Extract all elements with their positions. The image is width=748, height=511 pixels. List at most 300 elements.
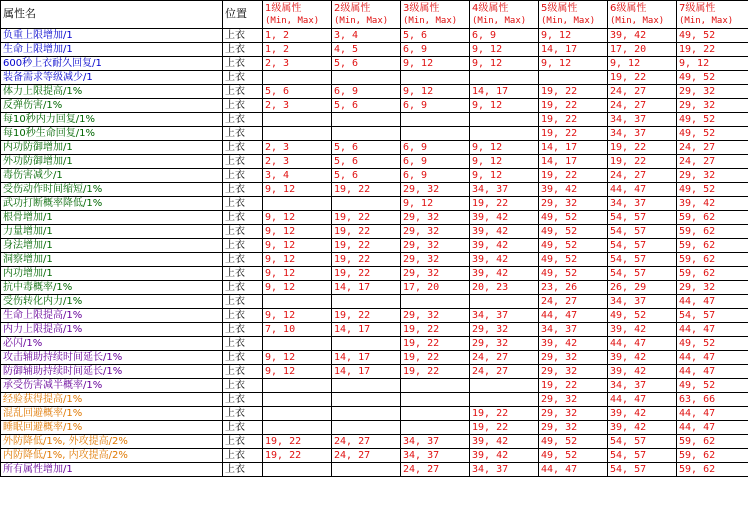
attribute-name: 外功防御增加/1 [1,155,223,169]
table-row [1,323,748,337]
level-6-value: 54, 57 [608,267,677,281]
level-5-value: 29, 32 [539,365,608,379]
attribute-position: 上衣 [223,463,263,477]
attribute-position: 上衣 [223,71,263,85]
level-4-value [470,71,539,85]
level-5-value: 49, 52 [539,267,608,281]
level-3-value: 6, 9 [401,43,470,57]
level-5-value: 19, 22 [539,85,608,99]
level-1-value: 5, 6 [263,85,332,99]
level-3-value [401,379,470,393]
table-row [1,169,748,183]
level-4-value: 39, 42 [470,211,539,225]
level-1-value: 9, 12 [263,239,332,253]
header-level-4: 4级属性 (Min, Max) [470,1,539,29]
level-5-value: 9, 12 [539,57,608,71]
level-5-value: 29, 32 [539,351,608,365]
level-4-value: 39, 42 [470,225,539,239]
level-4-value: 9, 12 [470,169,539,183]
table-row [1,281,748,295]
attribute-position: 上衣 [223,239,263,253]
level-7-value: 29, 32 [677,281,748,295]
level-7-value: 44, 47 [677,365,748,379]
table-row [1,43,748,57]
level-2-value: 5, 6 [332,155,401,169]
level-4-value: 19, 22 [470,421,539,435]
attribute-position: 上衣 [223,379,263,393]
attribute-position: 上衣 [223,393,263,407]
attribute-name: 装备需求等级减少/1 [1,71,223,85]
level-6-value: 54, 57 [608,435,677,449]
level-2-value: 3, 4 [332,29,401,43]
level-5-value: 9, 12 [539,29,608,43]
level-3-value: 34, 37 [401,435,470,449]
level-5-value [539,71,608,85]
level-2-value [332,295,401,309]
level-6-value: 54, 57 [608,211,677,225]
level-4-value: 9, 12 [470,43,539,57]
table-row [1,365,748,379]
level-1-value: 9, 12 [263,267,332,281]
level-4-value: 39, 42 [470,449,539,463]
attribute-name: 毒伤害减少/1 [1,169,223,183]
level-7-value: 59, 62 [677,239,748,253]
level-5-value: 34, 37 [539,323,608,337]
level-6-value: 54, 57 [608,463,677,477]
level-6-value: 39, 42 [608,365,677,379]
level-2-value: 14, 17 [332,351,401,365]
level-4-value: 9, 12 [470,57,539,71]
attribute-name: 攻击辅助持续时间延长/1% [1,351,223,365]
level-6-value: 49, 52 [608,309,677,323]
level-7-value: 54, 57 [677,309,748,323]
level-3-value [401,71,470,85]
attribute-position: 上衣 [223,365,263,379]
attribute-position: 上衣 [223,267,263,281]
attribute-name: 经验获得提高/1% [1,393,223,407]
level-1-value [263,463,332,477]
level-4-value: 9, 12 [470,141,539,155]
level-2-value [332,113,401,127]
level-7-value: 19, 22 [677,43,748,57]
table-row [1,197,748,211]
attribute-position: 上衣 [223,141,263,155]
level-2-value [332,197,401,211]
level-4-value [470,379,539,393]
attribute-position: 上衣 [223,407,263,421]
level-7-value: 49, 52 [677,113,748,127]
level-6-value: 34, 37 [608,113,677,127]
level-4-value: 34, 37 [470,463,539,477]
table-row [1,113,748,127]
level-3-value: 17, 20 [401,281,470,295]
level-2-value [332,463,401,477]
attribute-name: 受伤转化内力/1% [1,295,223,309]
level-4-value: 24, 27 [470,351,539,365]
level-2-value: 19, 22 [332,211,401,225]
level-6-value: 19, 22 [608,155,677,169]
header-position: 位置 [223,1,263,29]
level-5-value: 14, 17 [539,155,608,169]
level-1-value [263,337,332,351]
level-2-value [332,379,401,393]
table-row [1,99,748,113]
header-level-7: 7级属性 (Min, Max) [677,1,748,29]
level-2-value: 19, 22 [332,267,401,281]
level-4-value: 34, 37 [470,183,539,197]
attribute-name: 外防降低/1%, 外攻提高/2% [1,435,223,449]
header-level-5: 5级属性 (Min, Max) [539,1,608,29]
level-2-value [332,407,401,421]
level-5-value: 23, 26 [539,281,608,295]
table-row [1,435,748,449]
level-5-value: 44, 47 [539,463,608,477]
level-5-value: 49, 52 [539,239,608,253]
attribute-position: 上衣 [223,435,263,449]
attribute-position: 上衣 [223,169,263,183]
level-6-value: 44, 47 [608,337,677,351]
table-row [1,155,748,169]
level-7-value: 29, 32 [677,169,748,183]
level-2-value [332,421,401,435]
level-7-value: 49, 52 [677,29,748,43]
attribute-position: 上衣 [223,127,263,141]
level-3-value: 6, 9 [401,155,470,169]
level-5-value: 39, 42 [539,183,608,197]
level-1-value [263,127,332,141]
attribute-name: 承受伤害减半概率/1% [1,379,223,393]
attribute-name: 内功防御增加/1 [1,141,223,155]
level-3-value: 29, 32 [401,267,470,281]
level-5-value: 29, 32 [539,197,608,211]
table-row [1,85,748,99]
level-1-value [263,407,332,421]
level-1-value: 3, 4 [263,169,332,183]
attribute-name: 生命上限提高/1% [1,309,223,323]
level-2-value: 5, 6 [332,57,401,71]
level-4-value: 39, 42 [470,435,539,449]
level-2-value: 19, 22 [332,253,401,267]
attribute-name: 必闪/1% [1,337,223,351]
level-7-value: 49, 52 [677,127,748,141]
level-7-value: 29, 32 [677,85,748,99]
attribute-name: 受伤动作时间缩短/1% [1,183,223,197]
attribute-position: 上衣 [223,309,263,323]
header-level-6: 6级属性 (Min, Max) [608,1,677,29]
level-2-value: 19, 22 [332,309,401,323]
level-5-value: 49, 52 [539,225,608,239]
attribute-position: 上衣 [223,155,263,169]
level-5-value: 49, 52 [539,211,608,225]
level-5-value: 29, 32 [539,393,608,407]
attribute-position: 上衣 [223,449,263,463]
level-3-value: 29, 32 [401,211,470,225]
level-5-value: 14, 17 [539,141,608,155]
level-1-value [263,197,332,211]
level-7-value: 39, 42 [677,197,748,211]
attribute-position: 上衣 [223,281,263,295]
level-7-value: 44, 47 [677,421,748,435]
level-1-value: 9, 12 [263,281,332,295]
level-7-value: 44, 47 [677,351,748,365]
level-7-value: 49, 52 [677,183,748,197]
attribute-position: 上衣 [223,295,263,309]
level-4-value: 29, 32 [470,337,539,351]
attribute-name: 武功打断概率降低/1% [1,197,223,211]
level-3-value: 29, 32 [401,253,470,267]
level-1-value: 2, 3 [263,99,332,113]
level-4-value: 39, 42 [470,267,539,281]
attribute-name: 抗中毒概率/1% [1,281,223,295]
level-6-value: 19, 22 [608,71,677,85]
level-6-value: 26, 29 [608,281,677,295]
level-6-value: 44, 47 [608,393,677,407]
level-5-value: 49, 52 [539,253,608,267]
level-4-value: 39, 42 [470,253,539,267]
level-5-value: 24, 27 [539,295,608,309]
level-1-value [263,71,332,85]
level-3-value [401,127,470,141]
level-4-value: 19, 22 [470,197,539,211]
level-3-value [401,295,470,309]
table-row [1,267,748,281]
attribute-name: 防御辅助持续时间延长/1% [1,365,223,379]
level-2-value [332,71,401,85]
attribute-name: 力量增加/1 [1,225,223,239]
level-5-value: 49, 52 [539,435,608,449]
level-6-value: 34, 37 [608,197,677,211]
attribute-name: 根骨增加/1 [1,211,223,225]
attribute-position: 上衣 [223,211,263,225]
level-1-value [263,393,332,407]
level-6-value: 19, 22 [608,141,677,155]
level-1-value: 19, 22 [263,449,332,463]
level-6-value: 54, 57 [608,253,677,267]
level-2-value: 14, 17 [332,365,401,379]
attribute-position: 上衣 [223,323,263,337]
level-7-value: 63, 66 [677,393,748,407]
level-5-value: 14, 17 [539,43,608,57]
level-6-value: 54, 57 [608,239,677,253]
level-1-value: 2, 3 [263,141,332,155]
level-6-value: 39, 42 [608,351,677,365]
level-5-value: 19, 22 [539,127,608,141]
attribute-position: 上衣 [223,29,263,43]
attribute-name: 所有属性增加/1 [1,463,223,477]
level-6-value: 39, 42 [608,421,677,435]
level-3-value: 5, 6 [401,29,470,43]
level-1-value: 9, 12 [263,351,332,365]
level-7-value: 44, 47 [677,295,748,309]
attribute-position: 上衣 [223,351,263,365]
level-2-value: 5, 6 [332,141,401,155]
level-7-value: 24, 27 [677,155,748,169]
level-6-value: 39, 42 [608,323,677,337]
level-5-value: 39, 42 [539,337,608,351]
level-3-value: 6, 9 [401,169,470,183]
attribute-name: 身法增加/1 [1,239,223,253]
level-1-value: 19, 22 [263,435,332,449]
attribute-position: 上衣 [223,225,263,239]
level-6-value: 54, 57 [608,449,677,463]
level-1-value [263,379,332,393]
level-5-value: 19, 22 [539,379,608,393]
level-4-value: 24, 27 [470,365,539,379]
level-7-value: 59, 62 [677,449,748,463]
level-6-value: 24, 27 [608,99,677,113]
level-3-value: 9, 12 [401,85,470,99]
level-4-value: 29, 32 [470,323,539,337]
level-5-value: 44, 47 [539,309,608,323]
attribute-position: 上衣 [223,43,263,57]
attribute-position: 上衣 [223,197,263,211]
level-4-value: 6, 9 [470,29,539,43]
table-row [1,71,748,85]
level-1-value: 1, 2 [263,43,332,57]
level-1-value: 9, 12 [263,309,332,323]
table-row [1,421,748,435]
table-row [1,449,748,463]
level-7-value: 44, 47 [677,323,748,337]
attribute-name: 600秒上衣耐久回复/1 [1,57,223,71]
level-3-value: 29, 32 [401,183,470,197]
table-row [1,183,748,197]
level-1-value: 9, 12 [263,253,332,267]
level-1-value: 7, 10 [263,323,332,337]
level-6-value: 54, 57 [608,225,677,239]
level-7-value: 49, 52 [677,71,748,85]
table-row [1,57,748,71]
attribute-name: 睡眠回避概率/1% [1,421,223,435]
level-2-value: 19, 22 [332,225,401,239]
level-3-value: 19, 22 [401,351,470,365]
attribute-name: 洞察增加/1 [1,253,223,267]
table-row [1,239,748,253]
level-5-value: 49, 52 [539,449,608,463]
level-3-value: 6, 9 [401,141,470,155]
level-3-value [401,407,470,421]
level-5-value: 29, 32 [539,407,608,421]
header-row [1,1,748,29]
attribute-position: 上衣 [223,253,263,267]
level-7-value: 59, 62 [677,435,748,449]
header-level-2: 2级属性 (Min, Max) [332,1,401,29]
level-7-value: 59, 62 [677,225,748,239]
level-4-value [470,295,539,309]
level-3-value [401,393,470,407]
level-2-value [332,337,401,351]
level-2-value [332,393,401,407]
level-6-value: 17, 20 [608,43,677,57]
attribute-name: 生命上限增加/1 [1,43,223,57]
attribute-position: 上衣 [223,421,263,435]
level-3-value: 19, 22 [401,337,470,351]
attribute-position: 上衣 [223,183,263,197]
level-2-value: 19, 22 [332,183,401,197]
level-7-value: 59, 62 [677,463,748,477]
table-row [1,337,748,351]
table-row [1,393,748,407]
level-4-value: 34, 37 [470,309,539,323]
level-6-value: 24, 27 [608,169,677,183]
level-6-value: 34, 37 [608,127,677,141]
table-row [1,351,748,365]
table-row [1,295,748,309]
level-3-value: 34, 37 [401,449,470,463]
level-6-value: 39, 42 [608,29,677,43]
level-4-value: 14, 17 [470,85,539,99]
level-1-value [263,421,332,435]
attribute-name: 每10秒生命回复/1% [1,127,223,141]
header-level-3: 3级属性 (Min, Max) [401,1,470,29]
attribute-position: 上衣 [223,337,263,351]
level-3-value: 29, 32 [401,225,470,239]
level-6-value: 9, 12 [608,57,677,71]
level-7-value: 9, 12 [677,57,748,71]
level-6-value: 44, 47 [608,183,677,197]
level-7-value: 44, 47 [677,407,748,421]
level-5-value: 19, 22 [539,99,608,113]
level-2-value: 5, 6 [332,169,401,183]
level-7-value: 49, 52 [677,337,748,351]
level-2-value: 19, 22 [332,239,401,253]
level-6-value: 34, 37 [608,295,677,309]
level-3-value: 6, 9 [401,99,470,113]
table-row [1,141,748,155]
table-row [1,127,748,141]
table-row [1,225,748,239]
attribute-position: 上衣 [223,113,263,127]
level-2-value: 14, 17 [332,281,401,295]
level-4-value [470,113,539,127]
level-3-value: 9, 12 [401,197,470,211]
level-5-value: 19, 22 [539,113,608,127]
level-1-value [263,295,332,309]
level-3-value: 24, 27 [401,463,470,477]
level-3-value: 29, 32 [401,309,470,323]
level-3-value: 9, 12 [401,57,470,71]
level-7-value: 24, 27 [677,141,748,155]
level-2-value: 24, 27 [332,449,401,463]
level-2-value [332,127,401,141]
attribute-name: 负重上限增加/1 [1,29,223,43]
level-7-value: 59, 62 [677,267,748,281]
attribute-name: 混乱回避概率/1% [1,407,223,421]
header-name: 属性名 [1,1,223,29]
table-row [1,463,748,477]
attribute-name: 每10秒内力回复/1% [1,113,223,127]
table-row [1,407,748,421]
attribute-name: 内功增加/1 [1,267,223,281]
level-4-value [470,127,539,141]
level-2-value: 14, 17 [332,323,401,337]
level-1-value: 9, 12 [263,183,332,197]
level-1-value [263,113,332,127]
table-row [1,379,748,393]
attribute-position: 上衣 [223,85,263,99]
attribute-position: 上衣 [223,57,263,71]
level-3-value: 19, 22 [401,365,470,379]
level-6-value: 24, 27 [608,85,677,99]
level-1-value: 2, 3 [263,57,332,71]
level-3-value: 19, 22 [401,323,470,337]
level-4-value: 19, 22 [470,407,539,421]
level-1-value: 9, 12 [263,225,332,239]
table-row [1,253,748,267]
level-3-value [401,421,470,435]
level-5-value: 19, 22 [539,169,608,183]
level-1-value: 1, 2 [263,29,332,43]
